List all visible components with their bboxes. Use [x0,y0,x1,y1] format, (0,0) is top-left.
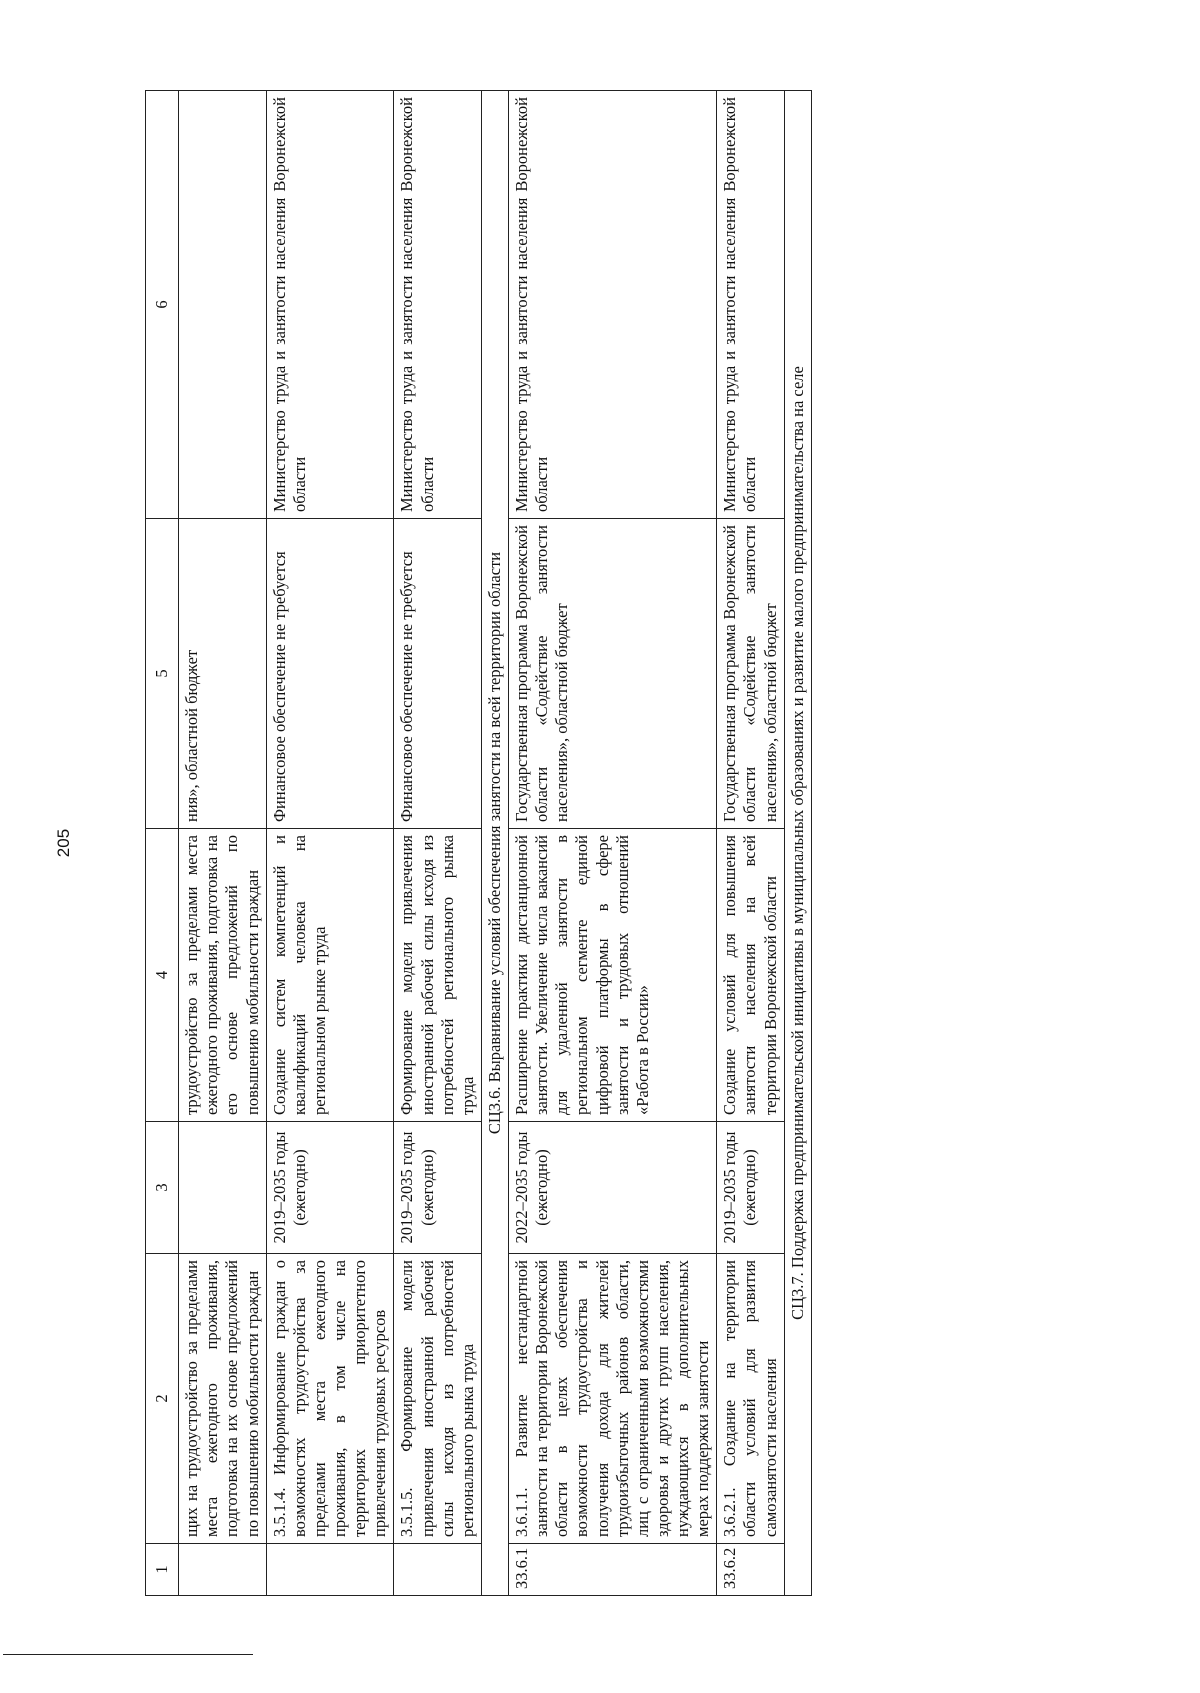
period-cell: 2019–2035 годы (ежегодно) [717,1122,784,1254]
table-row [266,91,394,1596]
measure-cell: 3.5.1.5. Формирование модели привлечения иностранной рабочей силы исходя из потребностей регионального рынка труда [394,1254,482,1544]
task-cell: трудоустройство за пределами места ежегодного проживания, подготовка на его основе предложений по повышению мобильности граждан [179,829,267,1122]
funding-cell: ния», областной бюджет [179,519,267,829]
column-number: 1 [146,1544,179,1596]
column-number: 2 [146,1254,179,1544]
executor-cell [179,91,267,519]
column-number: 5 [146,519,179,829]
measure-cell: 3.6.1.1. Развитие нестандартной занятости на территории Воронежской области в целях обеспечения возможности трудоустройства и получения дохода для жителей трудоизбыточных районов области, лиц с ограниченными возможностями здоровья и других групп населения, нуждающихся в дополнительных мерах поддержки занятости [509,1254,717,1544]
executor-cell: Министерство труда и занятости населения Воронежской области [717,91,784,519]
column-number-row [146,91,179,1596]
executor-cell: Министерство труда и занятости населения Воронежской области [509,91,717,519]
funding-cell: Финансовое обеспечение не требуется [394,519,482,829]
period-cell: 2019–2035 годы (ежегодно) [266,1122,394,1254]
section-heading: СЦ3.7. Поддержка предпринимательской инициативы в муниципальных образованиях и развитие малого предпринимательства на селе [784,91,811,1596]
row-code: З3.6.1 [509,1544,717,1596]
funding-cell: Государственная программа Воронежской области «Содействие занятости населения», областной бюджет [717,519,784,829]
period-cell: 2022–2035 годы (ежегодно) [509,1122,717,1254]
column-number: 3 [146,1122,179,1254]
task-cell: Формирование модели привлечения иностранной рабочей силы исходя из потребностей регионального рынка труда [394,829,482,1122]
column-number: 6 [146,91,179,519]
row-code [266,1544,394,1596]
measure-cell: щих на трудоустройство за пределами места ежегодного проживания, подготовка на их основе предложений по повышению мобильности граждан [179,1254,267,1544]
funding-cell: Финансовое обеспечение не требуется [266,519,394,829]
row-code [179,1544,267,1596]
table-row [394,91,482,1596]
section-row [481,91,508,1596]
task-cell: Создание систем компетенций и квалификаций человека на региональном рынке труда [266,829,394,1122]
table-row [509,91,717,1596]
period-cell: 2019–2035 годы (ежегодно) [394,1122,482,1254]
footnote-rule [3,1654,253,1655]
action-plan-table [145,90,812,1596]
page-number: 205 [54,828,73,858]
section-row [784,91,811,1596]
measure-cell: 3.6.2.1. Создание на территории области условий для развития самозанятости населения [717,1254,784,1544]
rotated-sheet [145,0,1145,1600]
executor-cell: Министерство труда и занятости населения Воронежской области [266,91,394,519]
funding-cell: Государственная программа Воронежской области «Содействие занятости населения», областной бюджет [509,519,717,829]
table-row [717,91,784,1596]
section-heading: СЦ3.6. Выравнивание условий обеспечения занятости на всей территории области [481,91,508,1596]
row-code [394,1544,482,1596]
row-code: З3.6.2 [717,1544,784,1596]
executor-cell: Министерство труда и занятости населения Воронежской области [394,91,482,519]
column-number: 4 [146,829,179,1122]
measure-cell: 3.5.1.4. Информирование граждан о возможностях трудоустройства за пределами места ежегодного проживания, в том числе на территориях приоритетного привлечения трудовых ресурсов [266,1254,394,1544]
task-cell: Расширение практики дистанционной занятости. Увеличение числа вакансий для удаленной занятости в региональном сегменте единой цифровой платформы в сфере занятости и трудовых отношений «Работа в России» [509,829,717,1122]
period-cell [179,1122,267,1254]
task-cell: Создание условий для повышения занятости населения на всей территории Воронежской области [717,829,784,1122]
table-row [179,91,267,1596]
